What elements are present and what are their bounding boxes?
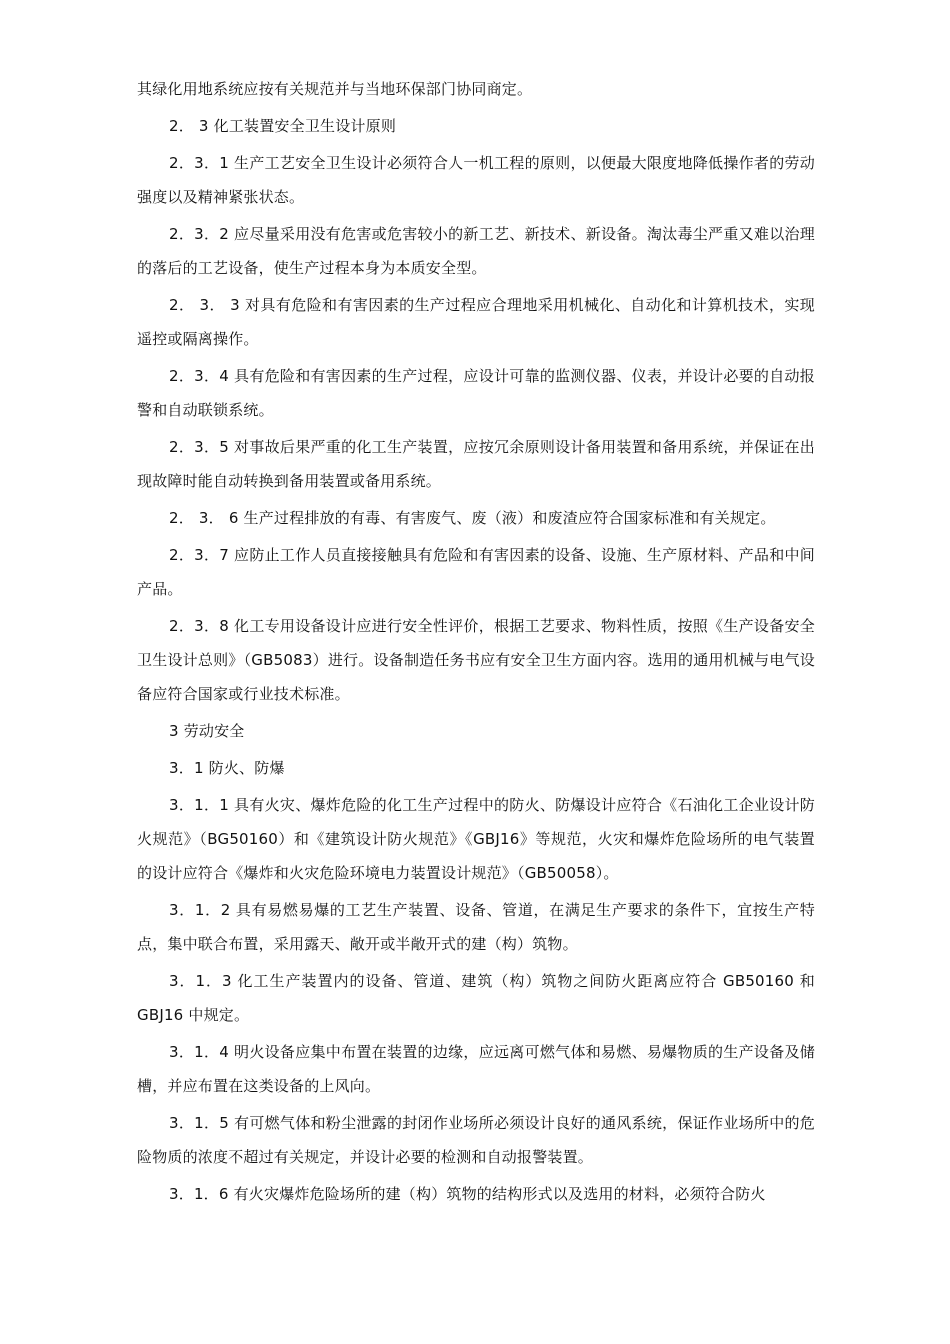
section-heading-3-1: 3．1 防火、防爆 [169, 759, 285, 777]
clause-3-1-6: 3．1．6 有火灾爆炸危险场所的建（构）筑物的结构形式以及选用的材料，必须符合防火 [169, 1185, 766, 1203]
clause-2-3-5: 2．3．5 对事故后果严重的化工生产装置，应按冗余原则设计备用装置和备用系统，并保证在出现故障时能自动转换到备用装置或备用系统。 [137, 438, 815, 490]
clause-3-1-4: 3．1．4 明火设备应集中布置在装置的边缘，应远离可燃气体和易燃、易爆物质的生产设备及储槽，并应布置在这类设备的上风向。 [137, 1043, 815, 1095]
section-heading-3: 3 劳动安全 [169, 722, 245, 740]
clause-3-1-3: 3．1．3 化工生产装置内的设备、管道、建筑（构）筑物之间防火距离应符合 GB50160 和 GBJ16 中规定。 [137, 972, 815, 1024]
clause-2-3-7: 2．3．7 应防止工作人员直接接触具有危险和有害因素的设备、设施、生产原材料、产品和中间产品。 [137, 546, 815, 598]
document-body [137, 72, 815, 1214]
clause-2-3-3: 2． 3． 3 对具有危险和有害因素的生产过程应合理地采用机械化、自动化和计算机技术，实现遥控或隔离操作。 [137, 296, 815, 348]
clause-3-1-2: 3．1．2 具有易燃易爆的工艺生产装置、设备、管道，在满足生产要求的条件下，宜按生产特点，集中联合布置，采用露天、敞开或半敞开式的建（构）筑物。 [137, 901, 815, 953]
clause-2-3-6: 2． 3． 6 生产过程排放的有毒、有害废气、废（液）和废渣应符合国家标准和有关规定。 [169, 509, 776, 527]
clause-3-1-1: 3．1．1 具有火灾、爆炸危险的化工生产过程中的防火、防爆设计应符合《石油化工企业设计防火规范》（BG50160）和《建筑设计防火规范》《GBJ16》等规范，火灾和爆炸危险场所的电气装置的设计应符合《爆炸和火灾危险环境电力装置设计规范》（GB50058）。 [137, 796, 815, 882]
clause-2-3-2: 2．3．2 应尽量采用没有危害或危害较小的新工艺、新技术、新设备。淘汰毒尘严重又难以治理的落后的工艺设备，使生产过程本身为本质安全型。 [137, 225, 815, 277]
clause-2-3-4: 2．3．4 具有危险和有害因素的生产过程，应设计可靠的监测仪器、仪表，并设计必要的自动报警和自动联锁系统。 [137, 367, 815, 419]
clause-3-1-5: 3．1．5 有可燃气体和粉尘泄露的封闭作业场所必须设计良好的通风系统，保证作业场所中的危险物质的浓度不超过有关规定，并设计必要的检测和自动报警装置。 [137, 1114, 815, 1166]
section-heading-2-3: 2． 3 化工装置安全卫生设计原则 [169, 117, 397, 135]
paragraph-greening-continuation: 其绿化用地系统应按有关规范并与当地环保部门协同商定。 [137, 80, 533, 98]
clause-2-3-1: 2．3．1 生产工艺安全卫生设计必须符合人一机工程的原则，以便最大限度地降低操作者的劳动强度以及精神紧张状态。 [137, 154, 815, 206]
clause-2-3-8: 2．3．8 化工专用设备设计应进行安全性评价，根据工艺要求、物料性质，按照《生产设备安全卫生设计总则》（GB5083）进行。设备制造任务书应有安全卫生方面内容。选用的通用机械与电气设备应符合国家或行业技术标准。 [137, 617, 815, 703]
